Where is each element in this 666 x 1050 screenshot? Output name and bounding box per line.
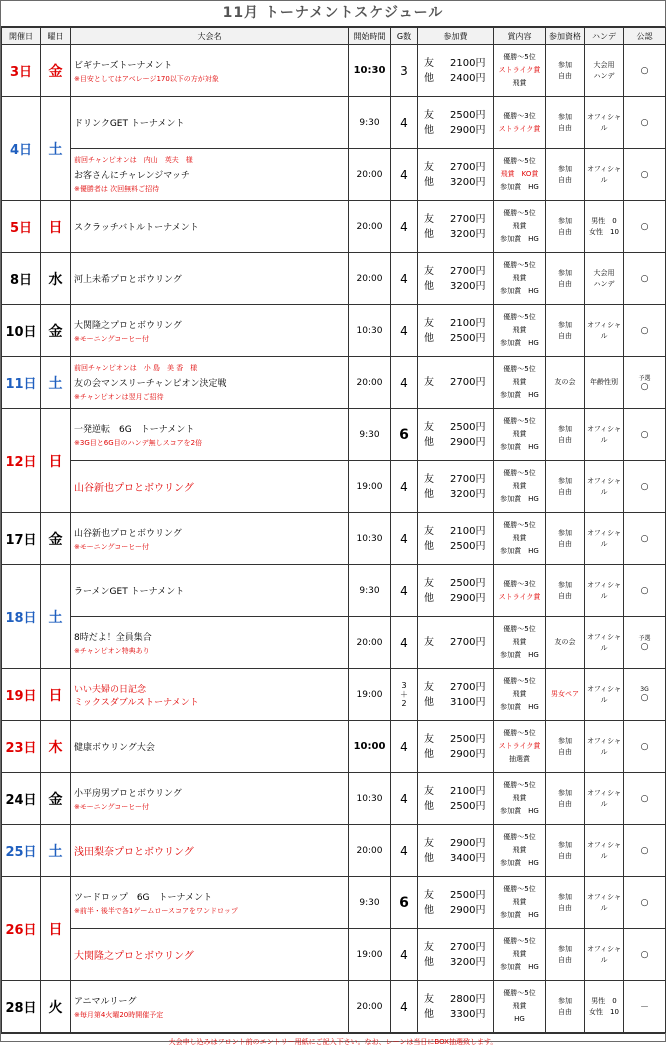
event-name: 8時だよ！全員集合 [74,632,152,643]
prize-cell: 優勝～5位 飛賞 参加賞 HG [494,825,546,877]
page-title: 11月 トーナメントスケジュール [1,1,665,27]
table-row [2,565,666,617]
games-cell: 6 [391,409,418,461]
prize-cell: 優勝～5位 飛賞 参加賞 HG [494,773,546,825]
official-cell: ○ [624,45,666,97]
event-name-cell [71,721,349,773]
event-name: 小平房男プロとボウリング [74,788,182,799]
event-note: ※モーニングコーヒー付 [74,334,150,343]
handicap-cell: オフィシャル [585,565,624,617]
qualification-cell: 参加 自由 [546,97,585,149]
fee-cell: 友 2700円 他 3200円 [418,201,494,253]
qualification-cell: 参加 自由 [546,773,585,825]
official-cell: 予選 ○ [624,617,666,669]
handicap-cell: オフィシャル [585,773,624,825]
event-name: 大関隆之プロとボウリング [74,951,194,962]
day-cell: 12日 [2,409,41,513]
event-note: ※優勝者は 次回無料ご招待 [74,185,160,193]
prize-cell: 優勝～5位 飛賞 参加賞 HG [494,877,546,929]
official-cell: 予選 ○ [624,357,666,409]
start-time-cell: 10:30 [349,773,391,825]
handicap-cell: オフィシャル [585,461,624,513]
event-name-cell [71,565,349,617]
start-time-cell: 20:00 [349,357,391,409]
games-cell: 4 [391,461,418,513]
prize-cell: 優勝～5位 飛賞 参加賞 HG [494,461,546,513]
weekday-cell: 土 [41,97,71,201]
official-cell: ○ [624,565,666,617]
games-cell: 4 [391,357,418,409]
start-time-cell: 9:30 [349,97,391,149]
games-cell: 4 [391,721,418,773]
event-name: 山谷新也プロとボウリング [74,528,182,539]
weekday-cell: 日 [41,201,71,253]
day-cell: 3日 [2,45,41,97]
games-cell: 4 [391,825,418,877]
table-row [2,877,666,929]
qualification-cell: 友の会 [546,617,585,669]
table-row [2,825,666,877]
prize-cell: 優勝～5位 ストライク賞 飛賞 [494,45,546,97]
weekday-cell: 水 [41,253,71,305]
handicap-cell: オフィシャル [585,617,624,669]
qualification-cell: 参加 自由 [546,513,585,565]
official-cell: ○ [624,97,666,149]
event-note: ※モーニングコーヒー付 [74,802,150,811]
day-cell: 4日 [2,97,41,201]
fee-cell: 友 2800円 他 3300円 [418,981,494,1033]
event-name-cell [71,357,349,409]
day-cell: 19日 [2,669,41,721]
prize-cell: 優勝～5位 飛賞 参加賞 HG [494,669,546,721]
event-note: ※3G目と6G目のハンデ無しスコアを2倍 [74,438,203,447]
header-qualification: 参加資格 [546,28,585,45]
day-cell: 23日 [2,721,41,773]
fee-cell: 友 2700円 他 3200円 [418,929,494,981]
table-row [2,461,666,513]
event-name-cell [71,877,349,929]
table-row [2,617,666,669]
event-name-cell [71,97,349,149]
official-cell: ○ [624,305,666,357]
handicap-cell: オフィシャル [585,669,624,721]
start-time-cell: 19:00 [349,669,391,721]
weekday-cell: 土 [41,357,71,409]
games-cell: 4 [391,97,418,149]
handicap-cell: オフィシャル [585,149,624,201]
start-time-cell: 20:00 [349,201,391,253]
header-prize: 賞内容 [494,28,546,45]
qualification-cell: 参加 自由 [546,877,585,929]
qualification-cell: 参加 自由 [546,721,585,773]
games-cell: 3 ＋ 2 [391,669,418,721]
event-name: ラーメンGET トーナメント [74,587,185,597]
fee-cell: 友 2700円 [418,357,494,409]
official-cell: ○ [624,825,666,877]
schedule-table [1,27,666,1033]
qualification-cell: 参加 自由 [546,253,585,305]
fee-cell: 友 2700円 他 3200円 [418,253,494,305]
event-name-cell [71,929,349,981]
event-name-cell [71,45,349,97]
official-cell: 3G ○ [624,669,666,721]
games-cell: 6 [391,877,418,929]
header-name: 大会名 [71,28,349,45]
event-name: 大関隆之プロとボウリング [74,320,182,331]
qualification-cell: 参加 自由 [546,201,585,253]
start-time-cell: 10:30 [349,45,391,97]
handicap-cell: 男性 0 女性 10 [585,201,624,253]
games-cell: 4 [391,617,418,669]
table-row [2,201,666,253]
official-cell: ○ [624,513,666,565]
fee-cell: 友 2500円 他 2900円 [418,565,494,617]
event-name: 浅田梨奈プロとボウリング [74,847,194,858]
qualification-cell: 参加 自由 [546,149,585,201]
handicap-cell: オフィシャル [585,721,624,773]
start-time-cell: 10:30 [349,513,391,565]
start-time-cell: 19:00 [349,929,391,981]
prize-cell: 優勝～5位 飛賞 参加賞 HG [494,357,546,409]
games-cell: 4 [391,149,418,201]
qualification-cell: 参加 自由 [546,929,585,981]
qualification-cell: 男女ペア [546,669,585,721]
games-cell: 4 [391,773,418,825]
table-row [2,773,666,825]
fee-cell: 友 2500円 他 2900円 [418,877,494,929]
fee-cell: 友 2500円 他 2900円 [418,721,494,773]
start-time-cell: 20:00 [349,149,391,201]
event-name-cell [71,409,349,461]
handicap-cell: 年齢性別 [585,357,624,409]
prize-cell: 優勝～3位 ストライク賞 [494,97,546,149]
event-name-cell [71,773,349,825]
prize-cell: 優勝～5位 飛賞 参加賞 HG [494,305,546,357]
event-name: 山谷新也プロとボウリング [74,483,194,494]
official-cell: ○ [624,721,666,773]
event-name-cell [71,825,349,877]
table-row [2,929,666,981]
prize-cell: 優勝～5位 飛賞 参加賞 HG [494,929,546,981]
weekday-cell: 金 [41,513,71,565]
header-start: 開始時間 [349,28,391,45]
day-cell: 5日 [2,201,41,253]
event-name: ドリンクGET トーナメント [74,119,185,129]
header-row [2,28,666,45]
weekday-cell: 木 [41,721,71,773]
fee-cell: 友 2900円 他 3400円 [418,825,494,877]
event-name-cell [71,253,349,305]
event-note: ※チャンピオンは翌月ご招待 [74,393,164,401]
prize-cell: 優勝～5位 飛賞 KO賞 参加賞 HG [494,149,546,201]
header-official: 公認 [624,28,666,45]
official-cell: ○ [624,877,666,929]
event-name: お客さんにチャレンジマッチ [74,171,190,181]
start-time-cell: 10:30 [349,305,391,357]
handicap-cell: 大会用 ハンデ [585,45,624,97]
games-cell: 4 [391,201,418,253]
official-cell: ○ [624,409,666,461]
event-note: ※前半・後半で各1ゲームロースコアをワンドロップ [74,906,238,915]
prize-cell: 優勝～5位 飛賞 参加賞 HG [494,617,546,669]
fee-cell: 友 2100円 他 2500円 [418,773,494,825]
weekday-cell: 日 [41,877,71,981]
event-note: ※モーニングコーヒー付 [74,542,150,551]
prize-cell: 優勝～5位 飛賞 参加賞 HG [494,253,546,305]
fee-cell: 友 2500円 他 2900円 [418,409,494,461]
day-cell: 11日 [2,357,41,409]
official-cell: ○ [624,461,666,513]
official-cell: ○ [624,929,666,981]
event-note: ※目安としてはアベレージ170以下の方が対象 [74,74,219,83]
official-cell: ○ [624,149,666,201]
handicap-cell: オフィシャル [585,825,624,877]
day-cell: 25日 [2,825,41,877]
day-cell: 28日 [2,981,41,1033]
day-cell: 18日 [2,565,41,669]
header-games: G数 [391,28,418,45]
fee-cell: 友 2700円 他 3200円 [418,149,494,201]
games-cell: 4 [391,565,418,617]
table-row [2,721,666,773]
weekday-cell: 土 [41,825,71,877]
event-name-line2: ミックスダブルストーナメント [74,697,199,708]
handicap-cell: 大会用 ハンデ [585,253,624,305]
event-note-top: 前回チャンピオンは 内山 英夫 様 [74,156,193,164]
games-cell: 4 [391,513,418,565]
fee-cell: 友 2700円 他 3100円 [418,669,494,721]
qualification-cell: 参加 自由 [546,45,585,97]
start-time-cell: 20:00 [349,617,391,669]
table-row [2,97,666,149]
event-name: 友の会マンスリーチャンピオン決定戦 [74,379,227,389]
event-name-cell [71,201,349,253]
games-cell: 4 [391,981,418,1033]
weekday-cell: 日 [41,669,71,721]
handicap-cell: 男性 0 女性 10 [585,981,624,1033]
weekday-cell: 火 [41,981,71,1033]
qualification-cell: 参加 自由 [546,825,585,877]
prize-cell: 優勝～5位 飛賞 参加賞 HG [494,409,546,461]
games-cell: 4 [391,929,418,981]
event-name-cell [71,617,349,669]
start-time-cell: 10:00 [349,721,391,773]
event-name: 河上未希プロとボウリング [74,275,182,285]
fee-cell: 友 2100円 他 2400円 [418,45,494,97]
prize-cell: 優勝～5位 飛賞 HG [494,981,546,1033]
weekday-cell: 金 [41,45,71,97]
event-name: いい夫婦の日記念 [74,684,147,695]
prize-cell: 優勝～5位 飛賞 参加賞 HG [494,201,546,253]
handicap-cell: オフィシャル [585,929,624,981]
table-row [2,981,666,1033]
event-name: ビギナーズトーナメント [74,60,173,71]
event-name-cell [71,513,349,565]
qualification-cell: 参加 自由 [546,409,585,461]
qualification-cell: 友の会 [546,357,585,409]
handicap-cell: オフィシャル [585,305,624,357]
start-time-cell: 20:00 [349,981,391,1033]
event-note-top: 前回チャンピオンは 小 島 美 香 様 [74,364,198,372]
day-cell: 10日 [2,305,41,357]
footer-note: 大会申し込みはフロント前のエントリー用紙にご記入下さい。なお、レーンは当日にBOX抽選致します。 [1,1033,665,1050]
event-name: ツードロップ 6G トーナメント [74,892,213,903]
event-name-cell [71,981,349,1033]
handicap-cell: オフィシャル [585,409,624,461]
official-cell: － [624,981,666,1033]
header-handicap: ハンデ [585,28,624,45]
qualification-cell: 参加 自由 [546,981,585,1033]
weekday-cell: 金 [41,305,71,357]
start-time-cell: 20:00 [349,825,391,877]
table-row [2,357,666,409]
prize-cell: 優勝～5位 飛賞 参加賞 HG [494,513,546,565]
prize-cell: 優勝～3位 ストライク賞 [494,565,546,617]
official-cell: ○ [624,773,666,825]
fee-cell: 友 2100円 他 2500円 [418,513,494,565]
event-name-cell [71,669,349,721]
start-time-cell: 19:00 [349,461,391,513]
table-row [2,253,666,305]
day-cell: 17日 [2,513,41,565]
table-row [2,669,666,721]
day-cell: 8日 [2,253,41,305]
qualification-cell: 参加 自由 [546,565,585,617]
qualification-cell: 参加 自由 [546,461,585,513]
fee-cell: 友 2700円 他 3200円 [418,461,494,513]
table-row [2,305,666,357]
table-row [2,409,666,461]
qualification-cell: 参加 自由 [546,305,585,357]
event-name: スクラッチバトルトーナメント [74,223,199,233]
table-row [2,149,666,201]
official-cell: ○ [624,253,666,305]
games-cell: 4 [391,253,418,305]
event-name-cell [71,305,349,357]
handicap-cell: オフィシャル [585,97,624,149]
start-time-cell: 9:30 [349,565,391,617]
start-time-cell: 20:00 [349,253,391,305]
event-note: ※毎月第4火曜20時開催予定 [74,1010,164,1019]
event-name-cell [71,461,349,513]
event-name-cell [71,149,349,201]
table-row [2,513,666,565]
handicap-cell: オフィシャル [585,877,624,929]
fee-cell: 友 2100円 他 2500円 [418,305,494,357]
weekday-cell: 金 [41,773,71,825]
event-name: アニマルリーグ [74,996,137,1007]
official-cell: ○ [624,201,666,253]
header-date: 開催日 [2,28,41,45]
handicap-cell: オフィシャル [585,513,624,565]
event-name: 一発逆転 6G トーナメント [74,424,195,435]
fee-cell: 友 2700円 [418,617,494,669]
day-cell: 24日 [2,773,41,825]
start-time-cell: 9:30 [349,877,391,929]
event-note: ※チャンピオン特典あり [74,646,150,655]
games-cell: 4 [391,305,418,357]
start-time-cell: 9:30 [349,409,391,461]
games-cell: 3 [391,45,418,97]
header-weekday: 曜日 [41,28,71,45]
weekday-cell: 土 [41,565,71,669]
header-fee: 参加費 [418,28,494,45]
fee-cell: 友 2500円 他 2900円 [418,97,494,149]
day-cell: 26日 [2,877,41,981]
table-row [2,45,666,97]
weekday-cell: 日 [41,409,71,513]
prize-cell: 優勝～5位 ストライク賞 抽選賞 [494,721,546,773]
event-name: 健康ボウリング大会 [74,743,155,753]
